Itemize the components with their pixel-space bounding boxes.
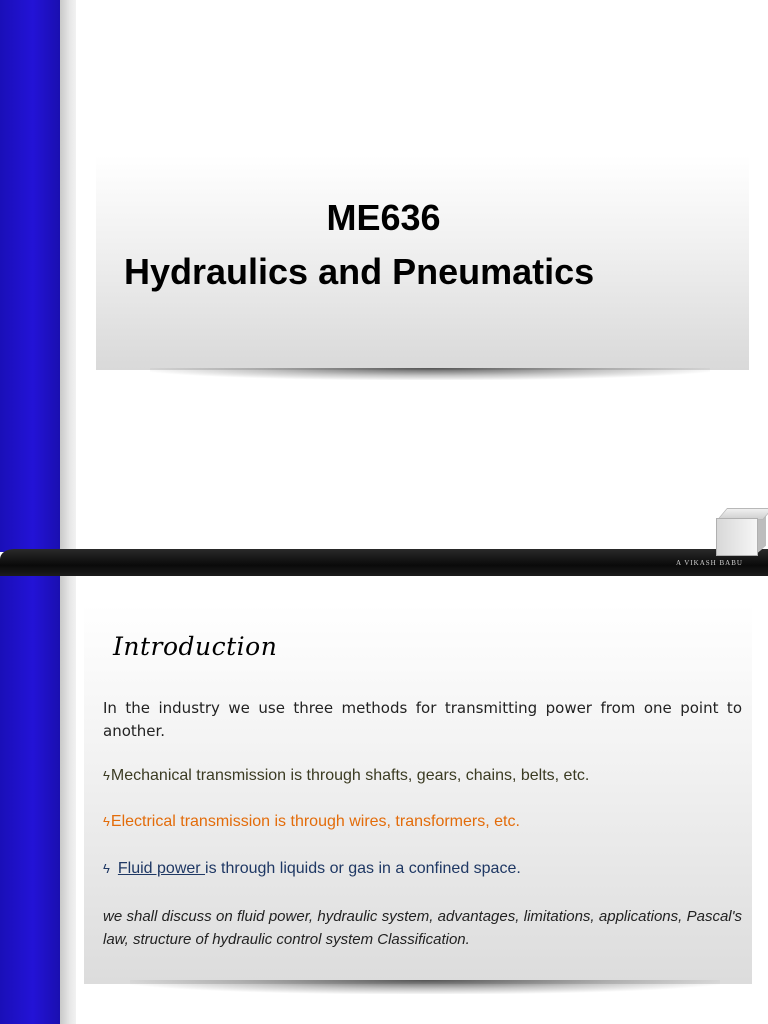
- fluid-power-link[interactable]: Fluid power: [117, 860, 206, 877]
- lightning-bolt-icon: ϟ: [103, 861, 110, 876]
- lightning-bolt-icon: ϟ: [103, 814, 110, 829]
- title-box: [96, 155, 749, 370]
- bullet-mechanical: [103, 767, 589, 785]
- bullet-text: Mechanical transmission is through shafts, gears, chains, belts, etc.: [110, 767, 590, 784]
- lightning-bolt-icon: ϟ: [103, 768, 110, 783]
- section-heading: Introduction: [113, 632, 278, 661]
- sidebar-gray-bar: [60, 0, 76, 552]
- bullet-fluid-power: [103, 860, 521, 878]
- course-code: ME636: [326, 197, 441, 238]
- sidebar-blue-bar: [0, 576, 60, 1024]
- bottom-band: [0, 549, 768, 576]
- course-title: Hydraulics and Pneumatics: [124, 251, 595, 292]
- closing-paragraph: we shall discuss on fluid power, hydraulic system, advantages, limitations, applications, Pascal's law, structure of hydraulic control system Classification.: [103, 908, 742, 948]
- author-footer: A VIKASH BABU: [676, 559, 743, 567]
- sidebar-blue-bar: [0, 0, 60, 552]
- cube-icon: [716, 518, 758, 556]
- title-box-shadow: [150, 368, 710, 380]
- bullet-text: is through liquids or gas in a confined space.: [205, 860, 521, 877]
- sidebar-gray-bar: [60, 576, 76, 1024]
- bullet-text: Electrical transmission is through wires, transformers, etc.: [110, 813, 520, 830]
- introduction-slide: [0, 576, 768, 1024]
- bullet-electrical: [103, 813, 520, 831]
- content-box-shadow: [130, 980, 720, 994]
- intro-paragraph: In the industry we use three methods for transmitting power from one point to another.: [103, 699, 742, 740]
